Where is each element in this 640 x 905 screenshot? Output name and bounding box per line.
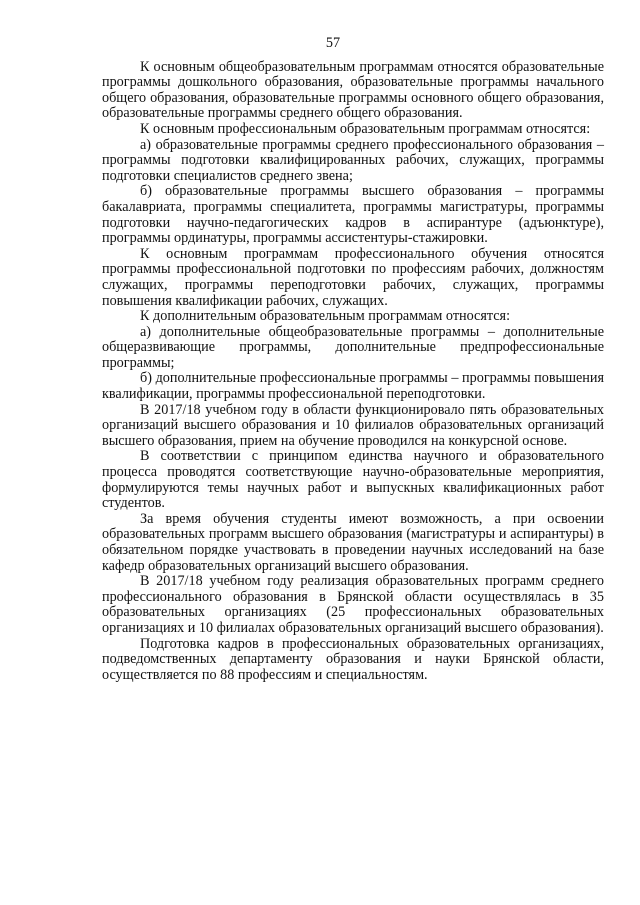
paragraph-additional-professional: б) дополнительные профессиональные программы – программы повышения квалификации, программы профессиональной переподготовки. [102,370,604,403]
paragraph-higher-ed-programs: б) образовательные программы высшего образования – программы бакалавриата, программы специалитета, программы магистратуры, программы подготовки научно-педагогических кадров в аспирантуре (адъюнктуре), программы ординатуры, программы ассистентуры-стажировки. [102,183,604,247]
paragraph-training-professions: Подготовка кадров в профессиональных образовательных организациях, подведомственных департаменту образования и науки Брянской области, осуществляется по 88 профессиям и специальностям. [102,635,604,683]
paragraph-vocational-training: К основным программам профессионального обучения относятся программы профессиональной подготовки по профессиям рабочих, должностям служащих, программы переподготовки рабочих, служащих, программы повышения квалификации рабочих, служащих. [102,245,604,309]
paragraph-higher-ed-organizations: В 2017/18 учебном году в области функционировало пять образовательных организаций высшего образования и 10 филиалов образовательных организаций высшего образования, прием на обучение проводился на конкурсной основе. [102,401,604,449]
paragraph-general-programs: К основным общеобразовательным программам относятся образовательные программы дошкольного образования, образовательные программы начального общего образования, образовательные программы основного общего образования, образовательные программы среднего общего образования. [102,58,604,122]
paragraph-professional-programs-intro: К основным профессиональным образовательным программам относятся: [140,120,591,137]
paragraph-additional-programs-intro: К дополнительным образовательным программам относятся: [140,308,511,325]
paragraph-spo-programs: а) образовательные программы среднего профессионального образования – программы подготовки квалифицированных рабочих, служащих, программы подготовки специалистов среднего звена; [102,136,604,184]
paragraph-additional-general: а) дополнительные общеобразовательные программы – дополнительные общеразвивающие программы, дополнительные предпрофессиональные программы; [102,323,604,371]
paragraph-student-research: За время обучения студенты имеют возможность, а при освоении образовательных программ высшего образования (магистратуры и аспирантуры) в обязательном порядке участвовать в проведении научных исследований на базе кафедр образовательных организаций высшего образования. [102,510,604,574]
paragraph-scientific-activities: В соответствии с принципом единства научного и образовательного процесса проводятся соответствующие научно-образовательные мероприятия, формулируются темы научных работ и выпускных квалификационных работ студентов. [102,448,604,512]
paragraph-spo-implementation: В 2017/18 учебном году реализация образовательных программ среднего профессионального образования в Брянской области осуществлялась в 35 образовательных организациях (25 профессиональных образовательных организациях и 10 филиалах образовательных организаций высшего образования). [102,573,604,636]
page-number: 57 [325,35,341,51]
